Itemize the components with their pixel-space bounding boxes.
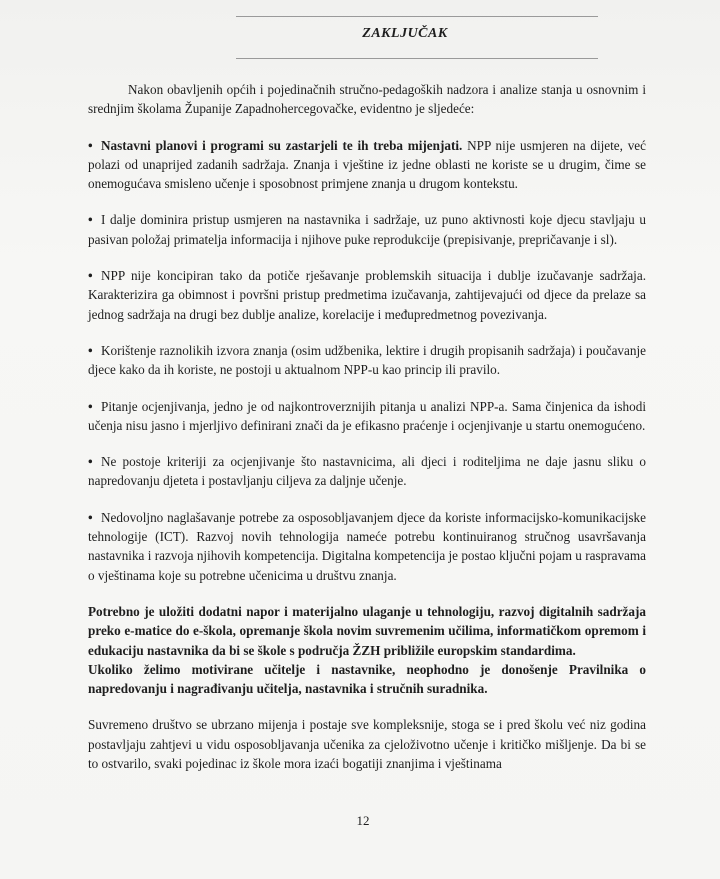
- bullet-item: [88, 341, 646, 380]
- bullet-item: [88, 136, 646, 194]
- bullet-item: [88, 452, 646, 491]
- bullet-text: I dalje dominira pristup usmjeren na nastavnika i sadržaje, uz puno aktivnosti koje djecu stavljaju u pasivan položaj primatelja informacija i njihove puke reprodukcije (prepisivanje, prepričavanje i sl).: [88, 212, 646, 247]
- bullet-item: [88, 397, 646, 436]
- page-number: 12: [356, 813, 370, 828]
- bullet-text: NPP nije usmjeren na dijete, već polazi od unaprijed zadanih sadržaja. Znanja i vještine iz jedne oblasti ne koriste se u drugim, čime se onemogućava smisleno učenje i sposobnost primjene znanja u drugom kontekstu.: [88, 137, 646, 192]
- bullet-icon: •: [88, 342, 93, 358]
- bullet-item: [88, 508, 646, 585]
- header-rule-top: [236, 16, 598, 17]
- bold-paragraph: Potrebno je uložiti dodatni napor i materijalno ulaganje u tehnologiju, razvoj digitalnih sadržaja preko e-matice do e-škola, opremanje škola novim suvremenim učilima, informatičkom opremom i edukaciju nastavnika da bi se škole s područja ŽZH približile europskim standardima.: [88, 603, 646, 658]
- bullet-icon: •: [88, 454, 93, 470]
- bullet-text: Pitanje ocjenjivanja, jedno je od najkontroverznijih pitanja u analizi NPP-a. Sama činjenica da ishodi učenja nisu jasno i mjerljivo definirani znači da je efikasno praćenje i ocjenjivanje u startu onemogućeno.: [88, 398, 646, 433]
- bullet-icon: •: [88, 268, 93, 284]
- bullet-icon: •: [88, 509, 93, 525]
- intro-paragraph: Nakon obavljenih općih i pojedinačnih stručno-pedagoških nadzora i analize stanja u osnovnim i srednjim školama Županije Zapadnohercegovačke, evidentno je sljedeće:: [88, 82, 646, 117]
- bullet-text: Nedovoljno naglašavanje potrebe za osposobljavanjem djece da koriste informacijsko-komunikacijske tehnologije (ICT). Razvoj novih tehnologija nameće potrebu kontinuiranog stručnog usavršavanja nastavnika i razvoja njihovih kompetencija. Digitalna kompetencija je postao ključni pojam u raspravama o vještinama koje su potrebne učenicima u društvu znanja.: [88, 509, 646, 583]
- bullet-text: Ne postoje kriteriji za ocjenjivanje što nastavnicima, ali djeci i roditeljima ne daje jasnu sliku o napredovanju djeteta i postavljanju ciljeva za daljnje učenje.: [88, 454, 646, 489]
- bullet-icon: •: [88, 398, 93, 414]
- page-title: ZAKLJUČAK: [362, 26, 448, 41]
- bullet-text: Korištenje raznolikih izvora znanja (osim udžbenika, lektire i drugih propisanih sadržaja) i poučavanje djece kako da ih koriste, ne postoji u aktualnom NPP-u kao princip ili pravilo.: [88, 342, 646, 378]
- bullet-text: NPP nije koncipiran tako da potiče rješavanje problemskih situacija i dublje izučavanje sadržaja. Karakterizira ga obimnost i površni pristup predmetima izučavanja, zahtijevajući od djece da prelaze sa jednog sadržaja na drugi bez dublje analize, korelacije i međupredmetnog povezivanja.: [88, 268, 646, 322]
- closing-paragraph: Suvremeno društvo se ubrzano mijenja i postaje sve kompleksnije, stoga se i pred školu već niz godina postavljaju zahtjevi u vidu osposobljavanja učenika za cjeloživotno učenje i kritičko mišljenje. Da bi se to ostvarilo, svaki pojedinac iz škole mora izaći bogatiji znanjima i vještinama: [88, 717, 646, 772]
- document-body: [88, 80, 646, 773]
- bullet-icon: •: [88, 137, 93, 153]
- bullet-item: [88, 210, 646, 249]
- bullet-bold-text: Nastavni planovi i programi su zastarjeli te ih treba mijenjati.: [101, 137, 463, 153]
- bold-paragraph: Ukoliko želimo motivirane učitelje i nastavnike, neophodno je donošenje Pravilnika o napredovanju i nagrađivanju učitelja, nastavnika i stručnih suradnika.: [88, 661, 646, 697]
- bullet-icon: •: [88, 212, 93, 228]
- header-rule-bottom: [236, 58, 598, 59]
- bullet-item: [88, 266, 646, 324]
